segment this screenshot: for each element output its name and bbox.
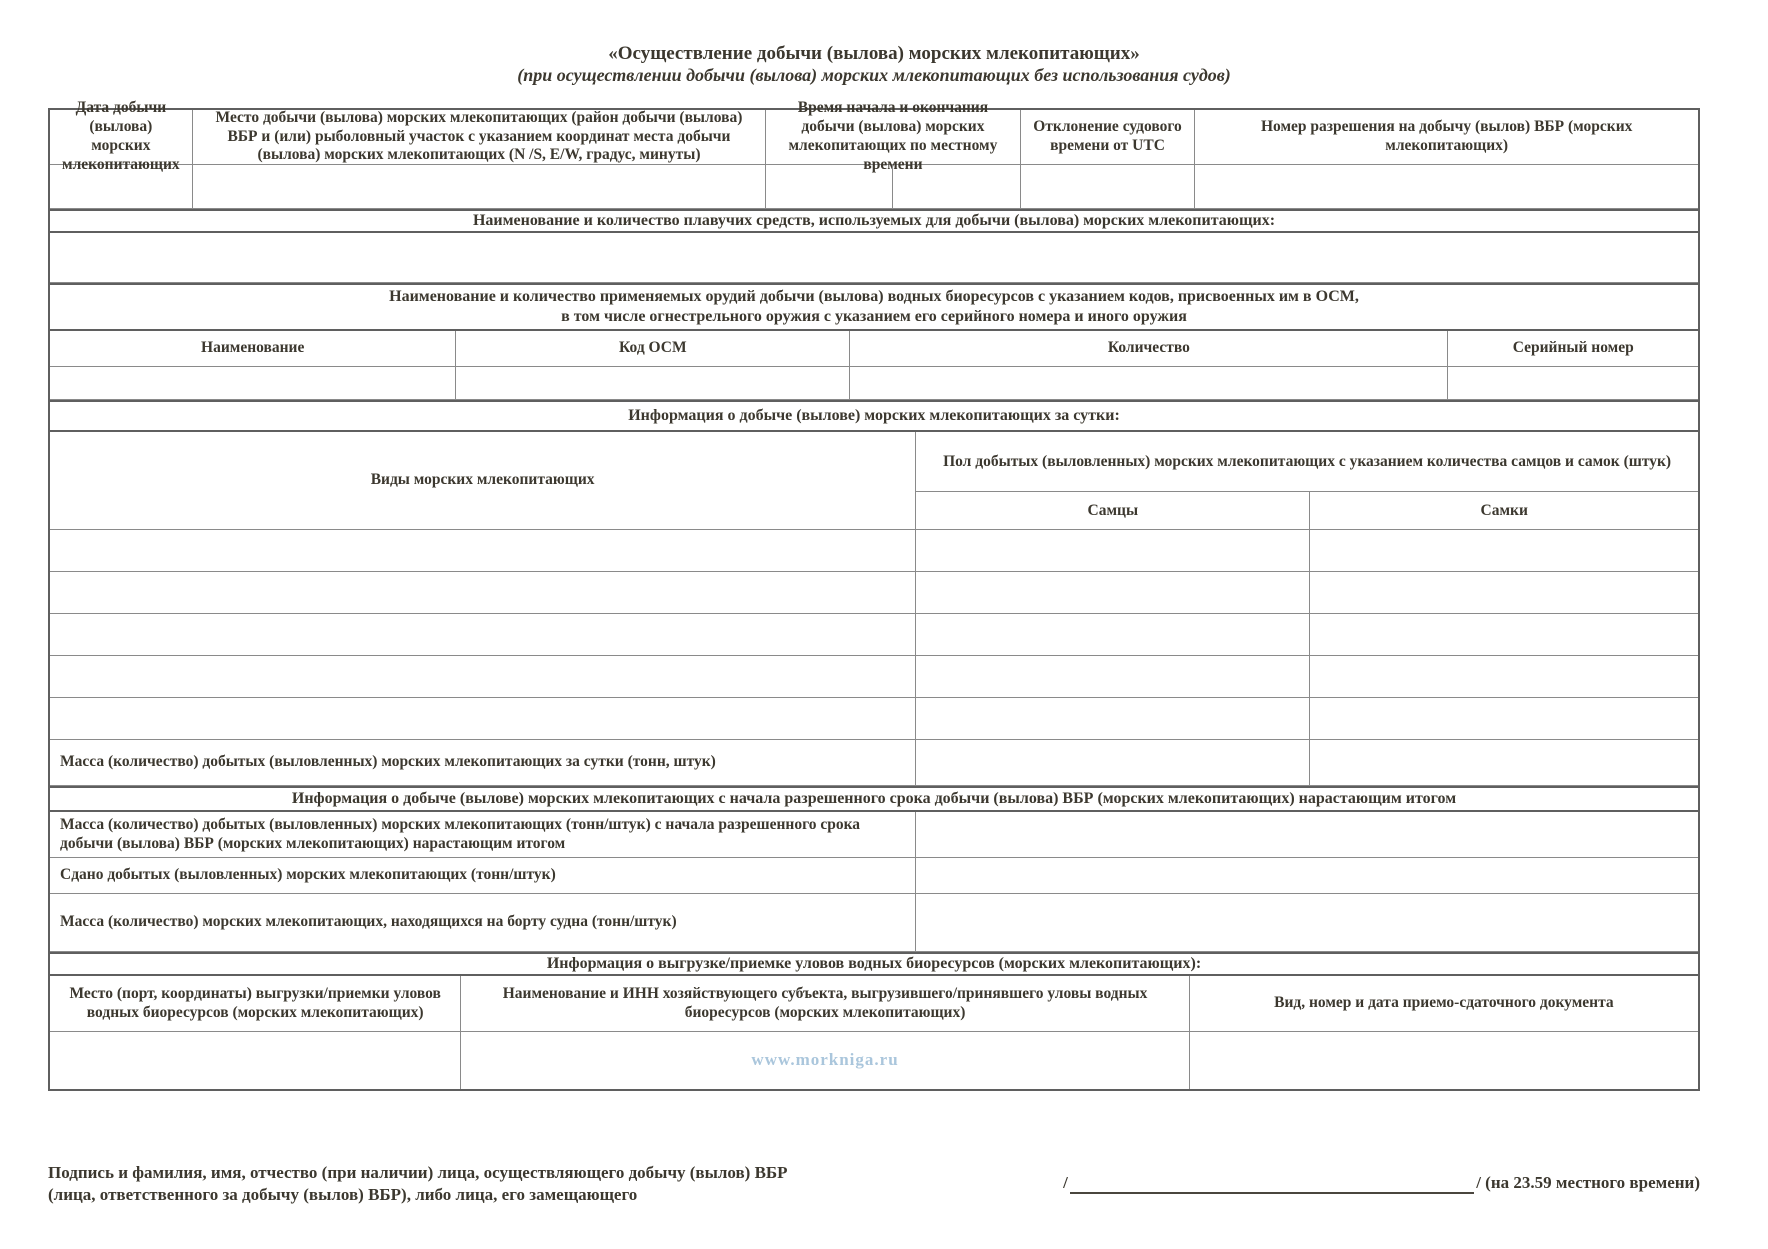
cumulative-mass-label: Масса (количество) добытых (выловленных) морских млекопитающих (тонн/штук) с начала разрешенного срока добычи (вылова) ВБР (морских млекопитающих) нарастающим итогом	[60, 815, 861, 852]
header-utc-offset: Отклонение судового времени от UTC	[1020, 110, 1195, 164]
document-subtitle: (при осуществлении добычи (вылова) морских млекопитающих без использования судов)	[517, 65, 1231, 85]
daily-table-header	[50, 432, 1698, 530]
males-count-cell	[915, 698, 1309, 739]
species-row	[50, 530, 1698, 572]
onboard-mass-row	[50, 894, 1698, 952]
unloading-header-row	[50, 976, 1698, 1032]
catch-date-cell	[50, 165, 192, 208]
males-count-cell	[915, 656, 1309, 697]
males-count-cell	[915, 614, 1309, 655]
permit-number-cell	[1194, 165, 1698, 208]
gear-entry-row	[50, 367, 1698, 400]
floating-craft-cell	[50, 233, 1698, 282]
gear-section-line2: в том числе огнестрельного оружия с указанием его серийного номера и иного оружия	[561, 308, 1187, 325]
females-count-cell	[1309, 698, 1698, 739]
cumulative-section-header: Информация о добыче (вылове) морских млекопитающих с начала разрешенного срока добычи (вылова) ВБР (морских млекопитающих) нарастающим итогом	[50, 786, 1698, 812]
gear-osm-code-cell	[455, 367, 849, 399]
gear-section-text	[389, 287, 1359, 326]
signature-area	[973, 1172, 1700, 1196]
females-count-cell	[1309, 614, 1698, 655]
header-receiver-entity: Наименование и ИНН хозяйствующего субъекта, выгрузившего/принявшего уловы водных биоресурсов (морских млекопитающих)	[460, 976, 1188, 1031]
species-name-cell	[50, 572, 915, 613]
males-count-cell	[915, 530, 1309, 571]
daily-section-header: Информация о добыче (вылове) морских млекопитающих за сутки:	[50, 400, 1698, 432]
signature-caption-line1: Подпись и фамилия, имя, отчество (при наличии) лица, осуществляющего добычу (вылов) ВБР	[48, 1163, 788, 1182]
daily-mass-females-cell	[1309, 740, 1698, 785]
floating-craft-section-header: Наименование и количество плавучих средств, используемых для добычи (вылова) морских млекопитающих:	[50, 209, 1698, 233]
header-sex: Пол добытых (выловленных) морских млекопитающих с указанием количества самцов и самок (штук)	[916, 432, 1698, 492]
header-acceptance-document: Вид, номер и дата приемо-сдаточного документа	[1189, 976, 1698, 1031]
daily-mass-males-cell	[915, 740, 1309, 785]
daily-mass-label: Масса (количество) добытых (выловленных) морских млекопитающих за сутки (тонн, штук)	[60, 753, 716, 771]
receiver-entity-cell	[460, 1032, 1188, 1089]
delivered-label: Сдано добытых (выловленных) морских млекопитающих (тонн/штук)	[60, 866, 556, 884]
delivered-row	[50, 858, 1698, 894]
onboard-mass-value-cell	[915, 894, 1698, 951]
females-count-cell	[1309, 530, 1698, 571]
catch-info-header-row	[50, 99, 1698, 173]
species-name-cell	[50, 530, 915, 571]
species-row	[50, 572, 1698, 614]
header-gear-quantity: Количество	[849, 331, 1447, 366]
signature-line	[1070, 1174, 1474, 1194]
header-females: Самки	[1309, 492, 1698, 529]
header-gear-osm-code: Код ОСМ	[455, 331, 849, 366]
header-catch-time: Время начала и окончания добычи (вылова) морских млекопитающих по местному времени	[765, 110, 1019, 164]
females-count-cell	[1309, 572, 1698, 613]
onboard-mass-label: Масса (количество) морских млекопитающих, находящихся на борту судна (тонн/штук)	[60, 913, 677, 931]
sex-subheader-row	[916, 492, 1698, 529]
catch-info-entry-row	[50, 165, 1698, 209]
species-name-cell	[50, 698, 915, 739]
delivered-value-cell	[915, 858, 1698, 893]
header-gear-name: Наименование	[201, 339, 305, 357]
acceptance-document-cell	[1189, 1032, 1698, 1089]
signature-caption	[48, 1162, 973, 1206]
catch-log-form	[48, 99, 1700, 1091]
catch-time-end-cell	[892, 165, 1019, 208]
gear-quantity-cell	[849, 367, 1447, 399]
header-catch-date: Дата добычи (вылова) морских млекопитающих	[62, 99, 180, 173]
males-count-cell	[915, 572, 1309, 613]
species-row	[50, 698, 1698, 740]
unloading-entry-row	[50, 1032, 1698, 1089]
females-count-cell	[1309, 656, 1698, 697]
gear-section-line1: Наименование и количество применяемых орудий добычи (вылова) водных биоресурсов с указанием кодов, присвоенных им в ОСМ,	[389, 288, 1359, 306]
header-permit-number: Номер разрешения на добычу (вылов) ВБР (морских млекопитающих)	[1194, 110, 1698, 164]
species-row	[50, 614, 1698, 656]
species-name-cell	[50, 656, 915, 697]
catch-time-start-cell	[765, 165, 892, 208]
catch-place-cell	[192, 165, 766, 208]
daily-mass-row	[50, 740, 1698, 786]
species-name-cell	[50, 614, 915, 655]
unloading-place-cell	[50, 1032, 460, 1089]
gear-name-cell	[50, 367, 455, 399]
document-title: «Осуществление добычи (вылова) морских млекопитающих»	[608, 43, 1140, 64]
header-catch-place: Место добычи (вылова) морских млекопитающих (район добычи (вылова) ВБР и (или) рыболовный участок с указанием координат места добычи (вылова) морских млекопитающих (N /S, E/W, градус, минуты)	[192, 110, 766, 164]
gear-serial-cell	[1447, 367, 1698, 399]
signature-footer	[48, 1162, 1700, 1206]
signature-close-text: / (на 23.59 местного времени)	[1476, 1173, 1700, 1193]
header-unloading-place: Место (порт, координаты) выгрузки/приемки уловов водных биоресурсов (морских млекопитающих)	[69, 984, 441, 1021]
cumulative-mass-value-cell	[915, 812, 1698, 857]
header-gear-serial: Серийный номер	[1447, 331, 1698, 366]
header-males: Самцы	[1087, 501, 1139, 519]
floating-craft-entry-row	[50, 233, 1698, 283]
signature-caption-line2: (лица, ответственного за добычу (вылов) ВБР), либо лица, его замещающего	[48, 1185, 638, 1205]
signature-open-slash: /	[1063, 1173, 1068, 1193]
cumulative-mass-row	[50, 812, 1698, 858]
gear-header-row	[50, 331, 1698, 367]
utc-offset-cell	[1020, 165, 1195, 208]
sex-header-group	[915, 432, 1698, 529]
gear-section-header	[50, 283, 1698, 331]
species-row	[50, 656, 1698, 698]
site-watermark: www.morkniga.ru	[751, 1050, 899, 1070]
header-species: Виды морских млекопитающих	[370, 471, 595, 489]
unloading-section-header: Информация о выгрузке/приемке уловов водных биоресурсов (морских млекопитающих):	[50, 952, 1698, 976]
